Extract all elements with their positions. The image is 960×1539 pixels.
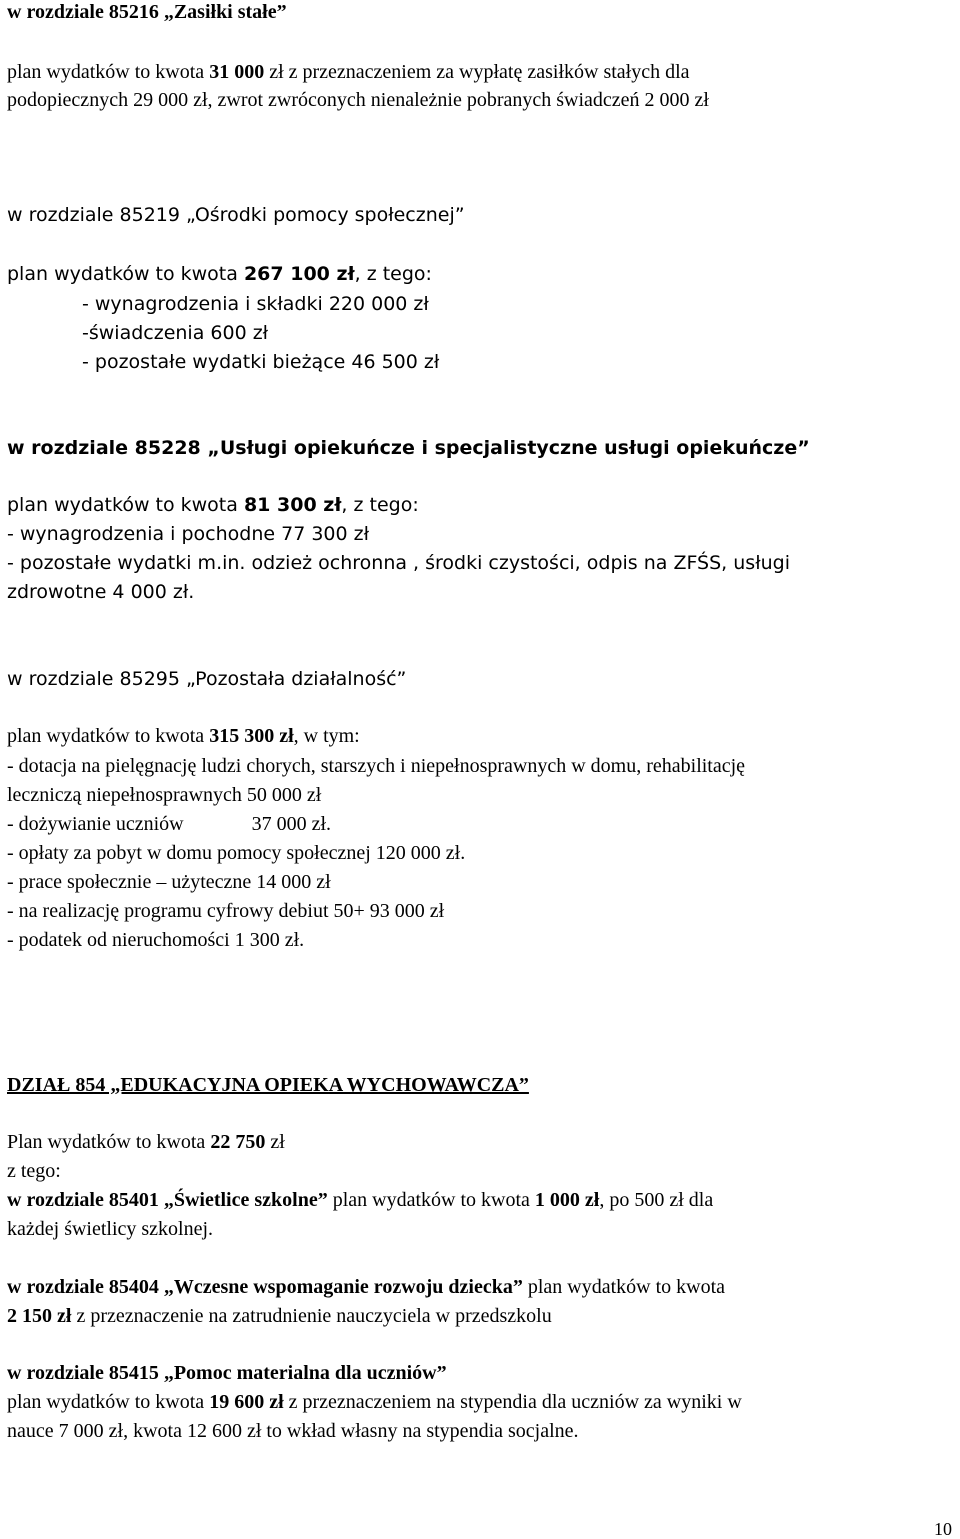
plan-line-854	[7, 1130, 285, 1154]
text-line: - pozostałe wydatki m.in. odzież ochronna , środki czystości, odpis na ZFŚS, usługi	[7, 552, 790, 574]
text-line: leczniczą niepełnosprawnych 50 000 zł	[7, 784, 322, 806]
section-heading-85219: w rozdziale 85219 „Ośrodki pomocy społecznej”	[7, 204, 465, 226]
list-item: -świadczenia 600 zł	[82, 322, 269, 344]
plan-line-85228	[7, 493, 419, 517]
plan-amount: 81 300 zł	[243, 494, 342, 516]
text-line: - opłaty za pobyt w domu pomocy społecznej 120 000 zł.	[7, 842, 466, 864]
plan-text: plan wydatków to kwota	[7, 61, 210, 83]
text-line: - wynagrodzenia i pochodne 77 300 zł	[7, 523, 370, 545]
plan-line-85295	[7, 724, 360, 748]
text-line: - prace społecznie – użyteczne 14 000 zł	[7, 871, 331, 893]
plan-amount: 2 150 zł	[7, 1305, 72, 1327]
subsection-85415: w rozdziale 85415 „Pomoc materialna dla uczniów”	[7, 1362, 447, 1384]
plan-line-85216	[7, 60, 690, 84]
plan-text: , z tego:	[341, 494, 419, 516]
section-heading-85216: w rozdziale 85216 „Zasiłki stałe”	[7, 1, 287, 23]
text-line: nauce 7 000 zł, kwota 12 600 zł to wkład własny na stypendia socjalne.	[7, 1420, 579, 1442]
plan-text: plan wydatków to kwota	[7, 1391, 210, 1413]
list-item: - pozostałe wydatki bieżące 46 500 zł	[82, 351, 440, 373]
plan-amount: 1 000 zł	[534, 1189, 600, 1211]
text-line: z tego:	[7, 1160, 61, 1182]
text-line: podopiecznych 29 000 zł, zwrot zwróconych nienależnie pobranych świadczeń 2 000 zł	[7, 89, 709, 111]
plan-text: plan wydatków to kwota	[7, 263, 244, 285]
plan-text: zł	[265, 1131, 285, 1153]
plan-text: plan wydatków to kwota	[522, 1276, 726, 1298]
plan-text: plan wydatków to kwota	[7, 725, 210, 747]
section-heading-85295: w rozdziale 85295 „Pozostała działalność”	[7, 668, 407, 690]
plan-text: z przeznaczenie na zatrudnienie nauczyciela w przedszkolu	[71, 1305, 552, 1327]
text-line: zdrowotne 4 000 zł.	[7, 581, 195, 603]
item-amount: 37 000 zł.	[251, 813, 332, 835]
plan-amount: 315 300 zł	[209, 725, 294, 747]
plan-amount: 19 600 zł	[209, 1391, 284, 1413]
plan-text: , z tego:	[354, 263, 432, 285]
plan-line-85219	[7, 262, 432, 286]
plan-text: , w tym:	[293, 725, 360, 747]
subsection-85404	[7, 1275, 725, 1299]
plan-text: plan wydatków to kwota	[7, 494, 244, 516]
text-line: - podatek od nieruchomości 1 300 zł.	[7, 929, 305, 951]
text-line	[7, 812, 331, 836]
section-heading-85228: w rozdziale 85228 „Usługi opiekuńcze i specjalistyczne usługi opiekuńcze”	[7, 437, 810, 459]
subsection-title: w rozdziale 85401 „Świetlice szkolne”	[7, 1189, 328, 1211]
list-item: - wynagrodzenia i składki 220 000 zł	[82, 293, 429, 315]
text-line: każdej świetlicy szkolnej.	[7, 1218, 214, 1240]
text-line: - na realizację programu cyfrowy debiut 50+ 93 000 zł	[7, 900, 445, 922]
text-line: - dotacja na pielęgnację ludzi chorych, starszych i niepełnosprawnych w domu, rehabilitację	[7, 755, 746, 777]
plan-line-85415	[7, 1390, 742, 1414]
plan-text: zł z przeznaczeniem za wypłatę zasiłków stałych dla	[264, 61, 690, 83]
plan-text: z przeznaczeniem na stypendia dla uczniów za wyniki w	[283, 1391, 742, 1413]
plan-amount: 22 750	[210, 1131, 266, 1153]
plan-amount: 267 100 zł	[243, 263, 355, 285]
chapter-heading-854: DZIAŁ 854 „EDUKACYJNA OPIEKA WYCHOWAWCZA”	[7, 1074, 529, 1096]
page-number: 10	[934, 1519, 952, 1539]
plan-text: , po 500 zł dla	[599, 1189, 714, 1211]
plan-text: plan wydatków to kwota	[327, 1189, 535, 1211]
text-line	[7, 1304, 552, 1328]
subsection-85401	[7, 1188, 713, 1212]
plan-amount: 31 000	[209, 61, 265, 83]
subsection-title: w rozdziale 85404 „Wczesne wspomaganie rozwoju dziecka”	[7, 1276, 523, 1298]
plan-text: Plan wydatków to kwota	[7, 1131, 211, 1153]
item-label: - dożywianie uczniów	[7, 813, 184, 835]
